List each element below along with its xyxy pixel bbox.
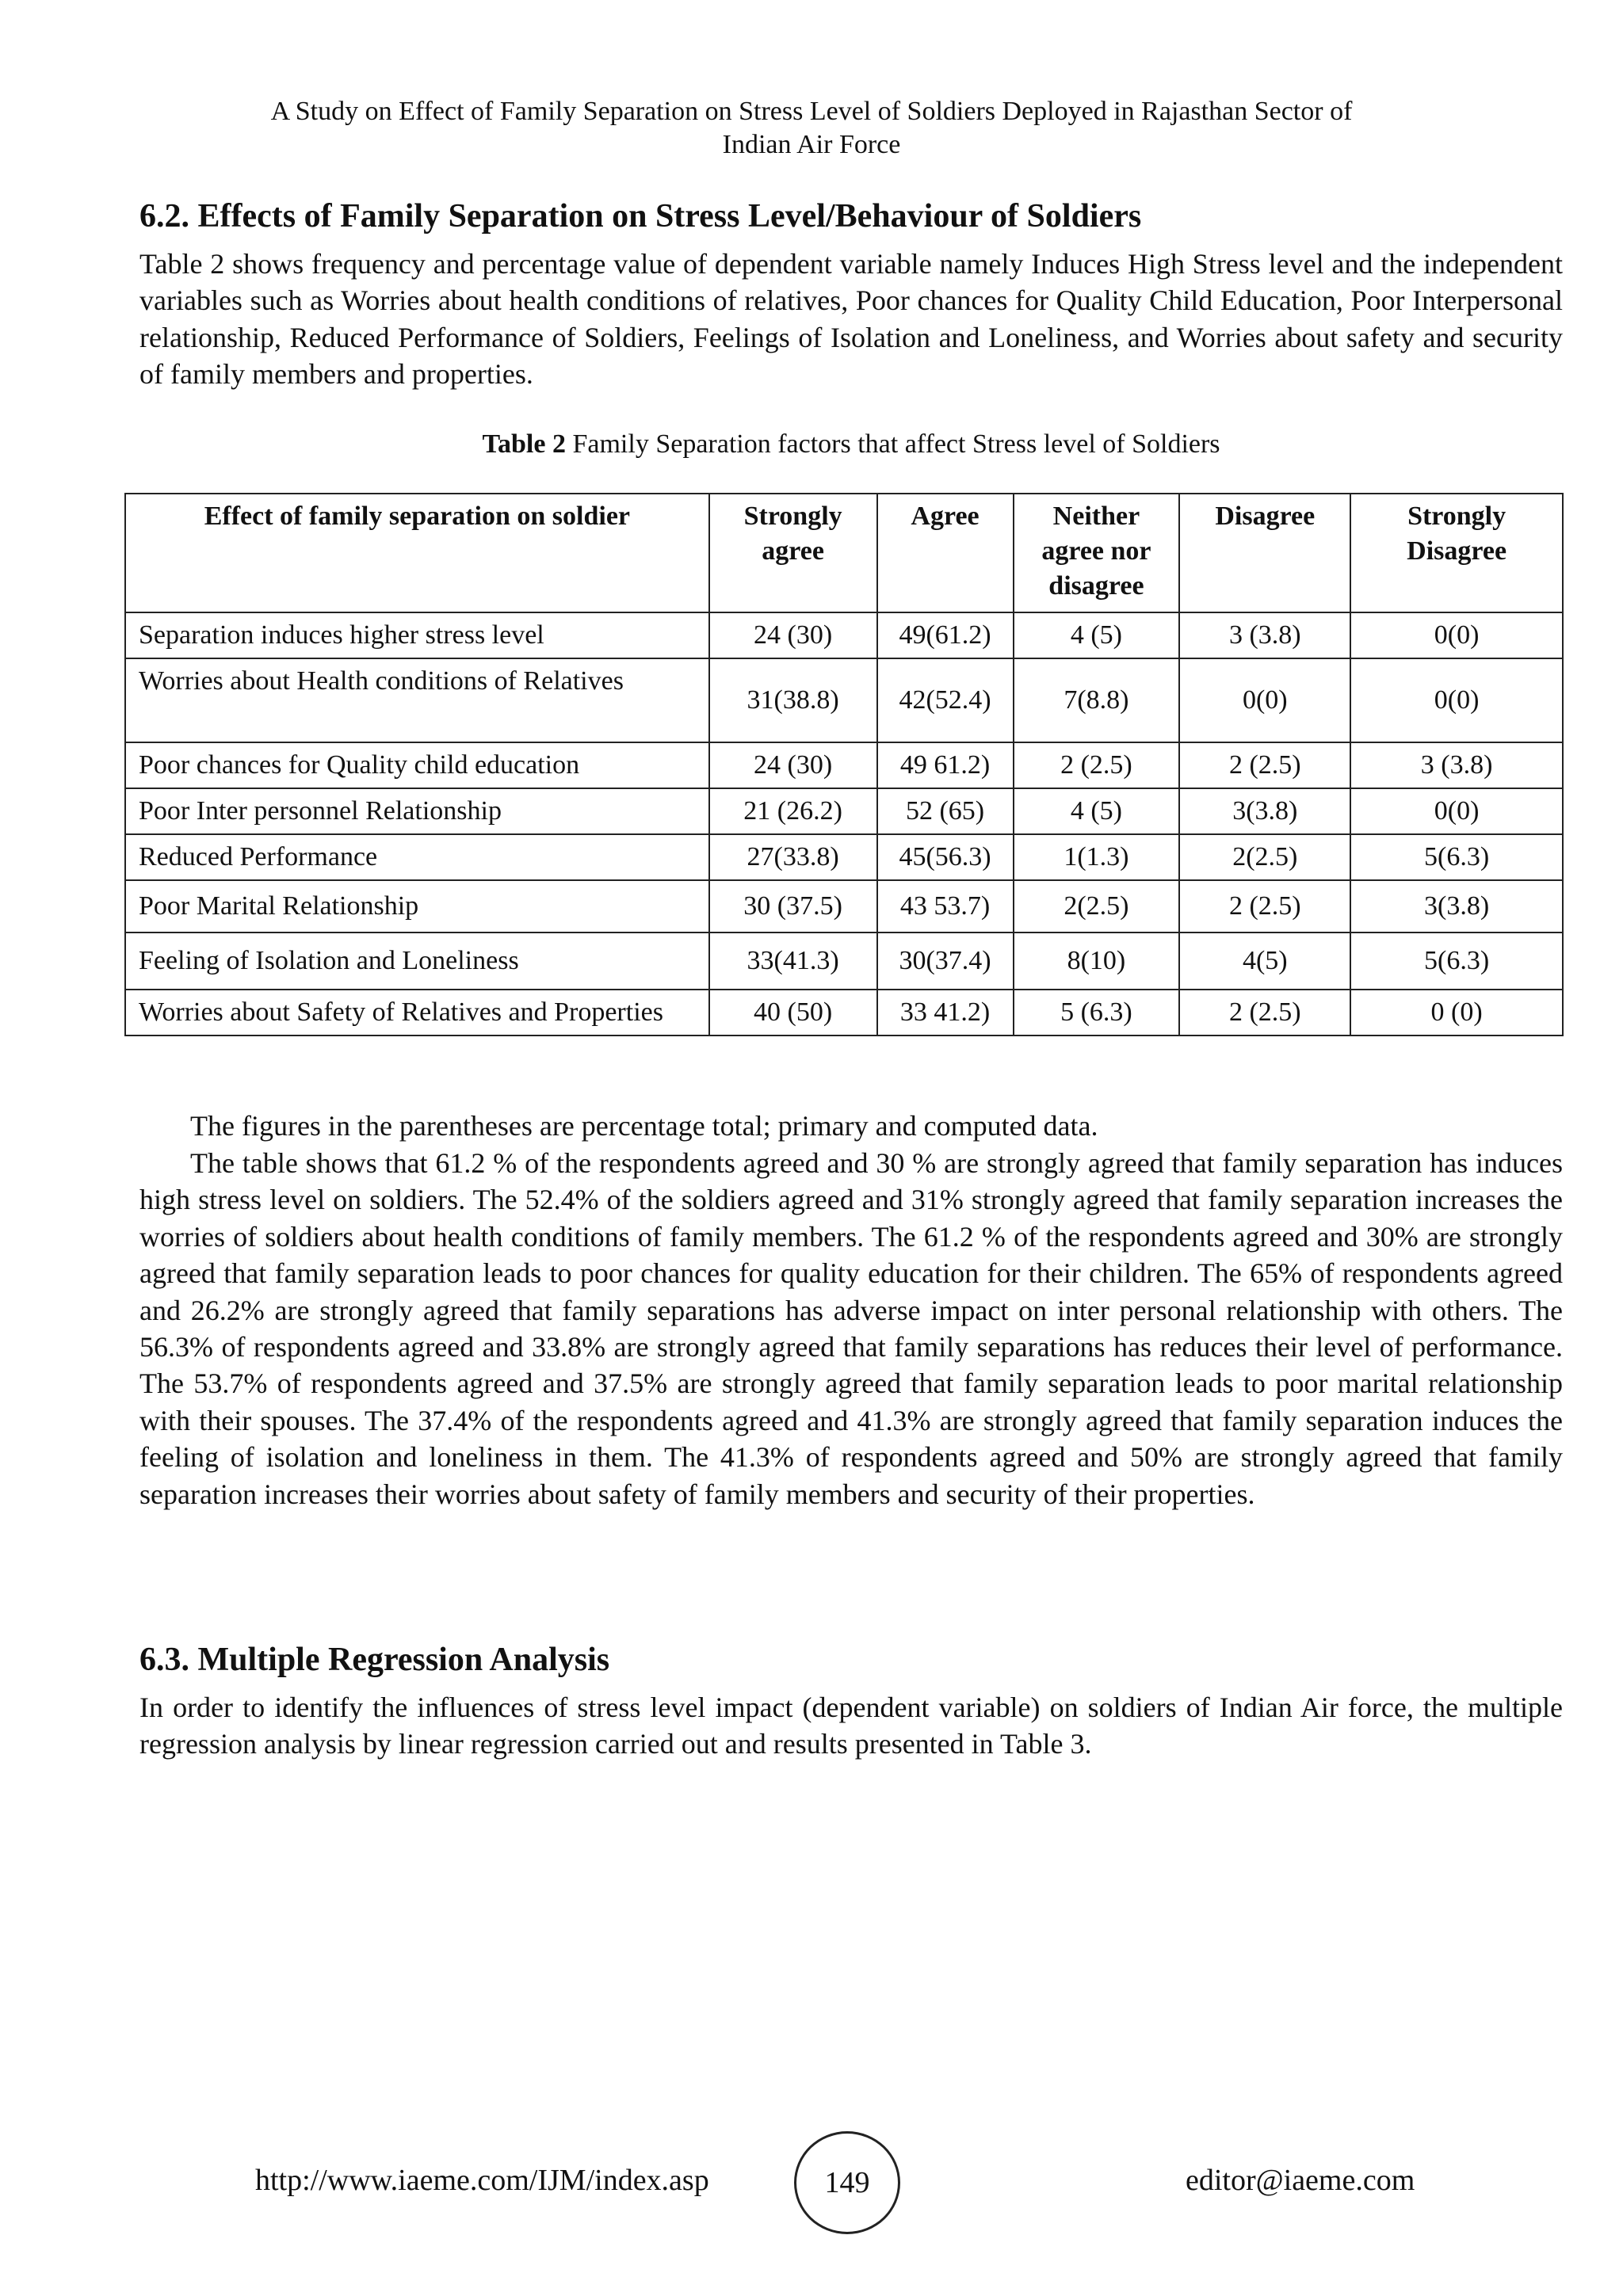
cell-strongly-disagree: 0 (0) [1350, 990, 1563, 1035]
cell-disagree: 2 (2.5) [1179, 742, 1350, 788]
table-note: The figures in the parentheses are percentage total; primary and computed data. [190, 1110, 1098, 1142]
cell-strongly-disagree: 3(3.8) [1350, 880, 1563, 933]
table-header-row [125, 494, 1563, 612]
cell-strongly-disagree: 3 (3.8) [1350, 742, 1563, 788]
running-head [158, 95, 1465, 162]
page-number [794, 2131, 900, 2234]
cell-agree: 49 61.2) [877, 742, 1014, 788]
row-label: Feeling of Isolation and Loneliness [125, 933, 709, 990]
section-heading-6-2: 6.2. Effects of Family Separation on Stress Level/Behaviour of Soldiers [139, 198, 1142, 235]
table-row [125, 933, 1563, 990]
cell-disagree: 3(3.8) [1179, 788, 1350, 834]
table-row [125, 990, 1563, 1035]
cell-neither: 4 (5) [1014, 612, 1180, 658]
cell-strongly-disagree: 0(0) [1350, 658, 1563, 742]
cell-strongly-agree: 24 (30) [709, 742, 877, 788]
section-6-3-text: In order to identify the influences of stress level impact (dependent variable) on soldiers of Indian Air force, the multiple regression analysis by linear regression carried out and results presented in Table 3. [139, 1691, 1563, 1760]
cell-strongly-disagree: 0(0) [1350, 612, 1563, 658]
cell-strongly-agree: 31(38.8) [709, 658, 877, 742]
row-label: Worries about Health conditions of Relatives [125, 658, 709, 742]
header-disagree: Disagree [1179, 494, 1350, 612]
table-row [125, 658, 1563, 742]
cell-strongly-agree: 33(41.3) [709, 933, 877, 990]
cell-disagree: 2(2.5) [1179, 834, 1350, 880]
cell-strongly-disagree: 5(6.3) [1350, 933, 1563, 990]
row-label: Poor Inter personnel Relationship [125, 788, 709, 834]
table-caption-label: Table 2 [482, 429, 566, 459]
table-caption-text: Family Separation factors that affect Stress level of Soldiers [565, 429, 1220, 459]
row-label: Worries about Safety of Relatives and Properties [125, 990, 709, 1035]
cell-neither: 2(2.5) [1014, 880, 1180, 933]
cell-disagree: 4(5) [1179, 933, 1350, 990]
cell-disagree: 3 (3.8) [1179, 612, 1350, 658]
footer-url-link[interactable]: http://www.iaeme.com/IJM/index.asp [255, 2164, 709, 2197]
cell-agree: 42(52.4) [877, 658, 1014, 742]
header-agree: Agree [877, 494, 1014, 612]
table-row [125, 742, 1563, 788]
cell-agree: 33 41.2) [877, 990, 1014, 1035]
header-strongly-disagree: Strongly Disagree [1350, 494, 1563, 612]
table-row [125, 788, 1563, 834]
row-label: Separation induces higher stress level [125, 612, 709, 658]
cell-agree: 30(37.4) [877, 933, 1014, 990]
table-row [125, 834, 1563, 880]
running-head-line-1: A Study on Effect of Family Separation on Stress Level of Soldiers Deployed in Rajasthan Sector of [270, 97, 1353, 126]
cell-strongly-agree: 30 (37.5) [709, 880, 877, 933]
page-number-text: 149 [824, 2166, 870, 2199]
cell-neither: 2 (2.5) [1014, 742, 1180, 788]
cell-strongly-agree: 27(33.8) [709, 834, 877, 880]
cell-agree: 52 (65) [877, 788, 1014, 834]
cell-disagree: 0(0) [1179, 658, 1350, 742]
cell-strongly-agree: 21 (26.2) [709, 788, 877, 834]
header-effect: Effect of family separation on soldier [125, 494, 709, 612]
cell-neither: 1(1.3) [1014, 834, 1180, 880]
section-6-2-intro: Table 2 shows frequency and percentage value of dependent variable namely Induces High Stress level and the independent variables such as Worries about health conditions of relatives, Poor chances for Quality Child Education, Poor Interpersonal relationship, Reduced Performance of Soldiers, Feelings of Isolation and Loneliness, and Worries about safety and security of family members and properties. [139, 248, 1563, 391]
header-strongly-agree: Strongly agree [709, 494, 877, 612]
cell-neither: 8(10) [1014, 933, 1180, 990]
cell-disagree: 2 (2.5) [1179, 880, 1350, 933]
section-heading-6-3: 6.3. Multiple Regression Analysis [139, 1642, 610, 1678]
discussion-paragraph: The table shows that 61.2 % of the respondents agreed and 30 % are strongly agreed that family separation has induces high stress level on soldiers. The 52.4% of the soldiers agreed and 31% strongly agreed that family separation increases the worries of soldiers about health conditions of family members. The 61.2 % of the respondents agreed and 30% are strongly agreed that family separation leads to poor chances for quality education for their children. The 65% of respondents agreed and 26.2% are strongly agreed that family separations has adverse impact on inter personal relationship with others. The 56.3% of respondents agreed and 33.8% are strongly agreed that family separations has reduces their level of performance. The 53.7% of respondents agreed and 37.5% are strongly agreed that family separation leads to poor marital relationship with their spouses. The 37.4% of the respondents agreed and 41.3% are strongly agreed that family separation induces the feeling of isolation and loneliness in them. The 41.3% of respondents agreed and 50% are strongly agreed that family separation increases their worries about safety of family members and security of their properties. [139, 1147, 1563, 1510]
table-row [125, 880, 1563, 933]
cell-strongly-agree: 24 (30) [709, 612, 877, 658]
running-head-line-2: Indian Air Force [722, 130, 901, 159]
cell-strongly-agree: 40 (50) [709, 990, 877, 1035]
cell-neither: 7(8.8) [1014, 658, 1180, 742]
row-label: Reduced Performance [125, 834, 709, 880]
cell-strongly-disagree: 0(0) [1350, 788, 1563, 834]
cell-disagree: 2 (2.5) [1179, 990, 1350, 1035]
cell-agree: 49(61.2) [877, 612, 1014, 658]
cell-neither: 5 (6.3) [1014, 990, 1180, 1035]
row-label: Poor Marital Relationship [125, 880, 709, 933]
header-neither: Neither agree nor disagree [1014, 494, 1180, 612]
table-caption [139, 428, 1563, 461]
cell-agree: 43 53.7) [877, 880, 1014, 933]
cell-agree: 45(56.3) [877, 834, 1014, 880]
cell-strongly-disagree: 5(6.3) [1350, 834, 1563, 880]
footer [0, 2131, 1623, 2234]
table-row [125, 612, 1563, 658]
cell-neither: 4 (5) [1014, 788, 1180, 834]
row-label: Poor chances for Quality child education [125, 742, 709, 788]
table-2 [124, 493, 1564, 1036]
footer-email-link[interactable]: editor@iaeme.com [1186, 2164, 1415, 2197]
